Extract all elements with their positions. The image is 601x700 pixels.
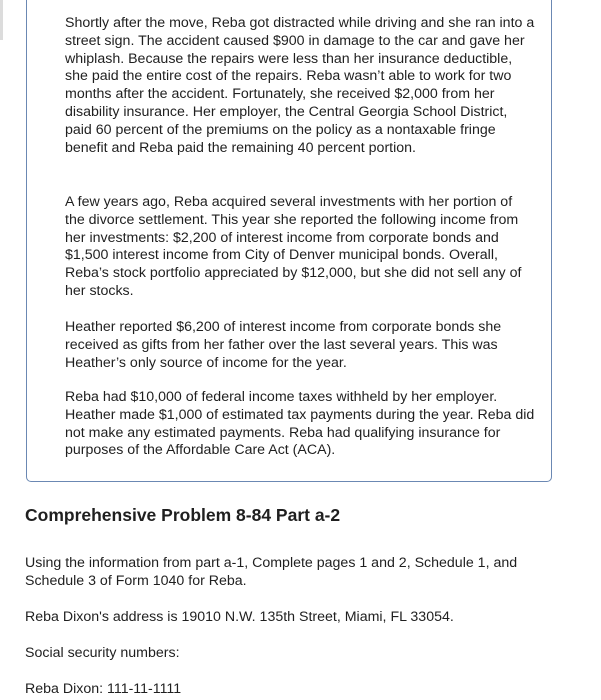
- ssn-reba: Reba Dixon: 111-11-1111: [25, 681, 182, 697]
- problem-task-text: Using the information from part a-1, Complete pages 1 and 2, Schedule 1, and Schedule 3 of Form 1040 for Reba.: [25, 555, 518, 589]
- problem-heading: Comprehensive Problem 8-84 Part a-2: [25, 505, 341, 525]
- scenario-paragraph-disability: Shortly after the move, Reba got distracted while driving and she ran into a street sign. The accident caused $900 in damage to the car and gave her whiplash. Because the repairs were less than her insurance deductible, she paid the entire cost of the repairs. Reba wasn’t able to work for two months after the accident. Fortunately, she received $2,000 from her disability insurance. Her employer, the Central Georgia School District, paid 60 percent of the premiums on the policy as a nontaxable fringe benefit and Reba paid the remaining 40 percent portion.: [65, 15, 535, 156]
- scenario-paragraph-investments: A few years ago, Reba acquired several investments with her portion of the divorce settlement. This year she reported the following income from her investments: $2,200 of interest income from corporate bonds and $1,500 interest income from City of Denver municipal bonds. Overall, Reba’s stock portfolio appreciated by $12,000, but she did not sell any of her stocks.: [65, 194, 522, 299]
- left-margin-rule: [0, 0, 3, 40]
- ssn-label: Social security numbers:: [25, 645, 180, 661]
- address-text: Reba Dixon's address is 19010 N.W. 135th Street, Miami, FL 33054.: [25, 609, 454, 625]
- scenario-paragraph-heather-income: Heather reported $6,200 of interest income from corporate bonds she received as gifts from her father over the last several years. This was Heather’s only source of income for the year.: [65, 319, 502, 371]
- scenario-paragraph-withholding: Reba had $10,000 of federal income taxes withheld by her employer. Heather made $1,000 of estimated tax payments during the year. Reba did not make any estimated payments. Reba had qualifying insurance for purposes of the Affordable Care Act (ACA).: [65, 389, 535, 459]
